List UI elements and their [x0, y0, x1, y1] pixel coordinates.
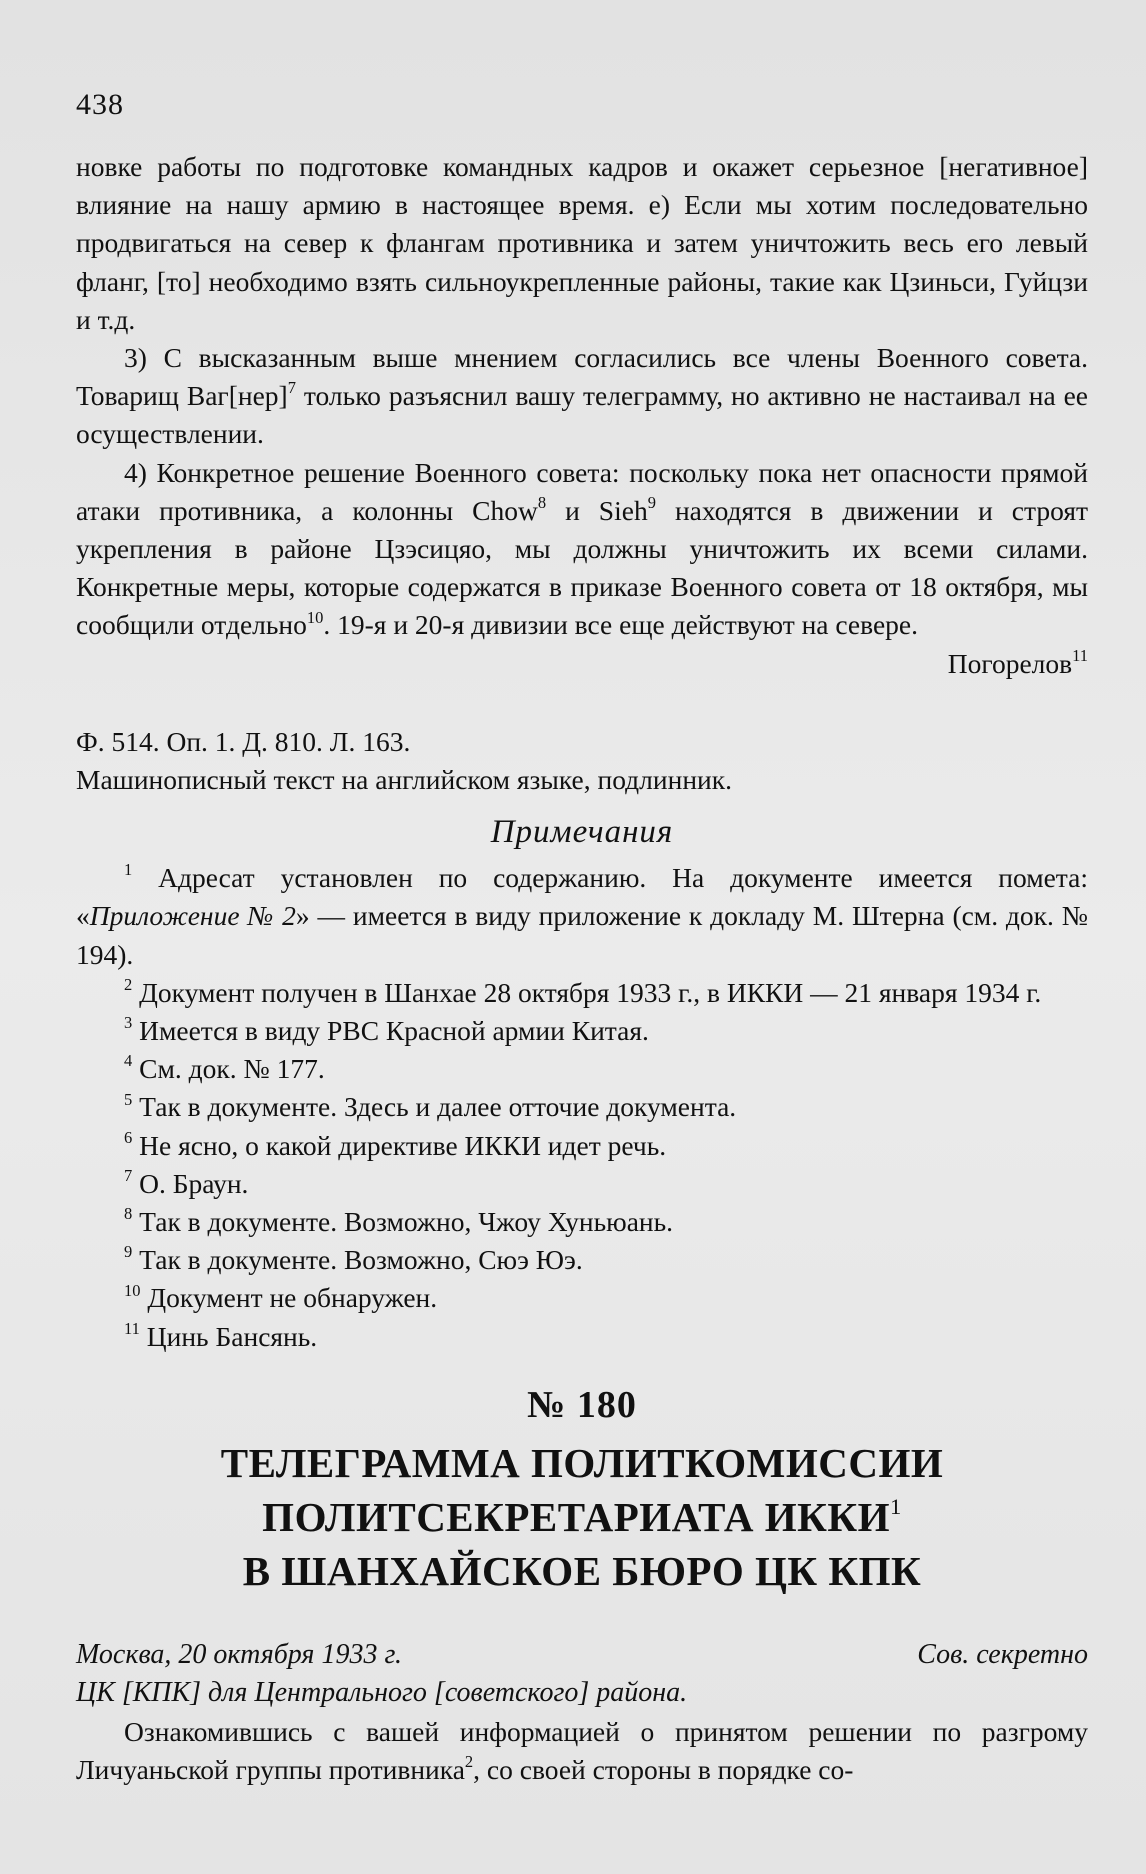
- archive-reference: Ф. 514. Оп. 1. Д. 810. Л. 163.: [76, 725, 411, 757]
- note-3: $^3$ Имеется в виду РВС Красной армии Китая.: [124, 1013, 649, 1047]
- footnote-ref-11: 11: [1072, 645, 1088, 665]
- footnote-ref-7: 7: [287, 378, 296, 398]
- footnote-ref-8: 8: [537, 493, 547, 513]
- paragraph-4: 4) Конкретное решение Военного совета: поскольку пока нет опасности прямой атаки противника, а колонны Chow$^8$ и Sieh$^9$ находятся в движении и строят укрепления в районе Цзэсицяо, мы должны уничтожить их всеми силами. Конкретные меры, которые содержатся в приказе Военного совета от 18 октября, мы сообщили отдельно$^{10}$. 19-я и 20-я дивизии все еще действуют на севере.: [76, 456, 1088, 641]
- note-2: $^2$ Документ получен в Шанхае 28 октября 1933 г., в ИККИ — 21 января 1934 г.: [124, 975, 1042, 1008]
- heading-footnote-ref: 1: [890, 1494, 902, 1520]
- document-meta: [76, 1636, 1088, 1674]
- footnote-ref-2: 2: [464, 1751, 474, 1771]
- place-date: Москва, 20 октября 1933 г.: [76, 1639, 403, 1671]
- note-1: $^1$ Адресат установлен по содержанию. На документе имеется помета: «Приложение № 2» — имеется в виду приложение к докладу М. Штерна (см. док. № 194).: [76, 860, 1089, 970]
- classification: Сов. секретно: [917, 1639, 1088, 1671]
- note-7: $^7$ О. Браун.: [124, 1166, 249, 1199]
- telegram-body: Ознакомившись с вашей информацией о принятом решении по разгрому Личуаньской группы противника$^2$, со своей стороны в порядке со-: [76, 1715, 1088, 1785]
- notes-title: Примечания: [490, 814, 674, 851]
- note-5: $^5$ Так в документе. Здесь и далее отточие документа.: [124, 1089, 737, 1123]
- footnote-ref-9: 9: [647, 493, 656, 513]
- document-heading: [76, 1436, 1088, 1598]
- note-9: $^9$ Так в документе. Возможно, Сюэ Юэ.: [124, 1242, 583, 1276]
- note-4: $^4$ См. док. № 177.: [124, 1051, 325, 1085]
- page-number: 438: [76, 88, 124, 121]
- note-8: $^8$ Так в документе. Возможно, Чжоу Хуньюань.: [124, 1204, 674, 1238]
- paragraph-continued: новке работы по подготовке командных кадров и окажет серьезное [негативное] влияние на нашу армию в настоящее время. е) Если мы хотим последовательно продвигаться на север к флангам противника и затем уничтожить весь его левый фланг, [то] необходимо взять сильноукрепленные районы, такие как Цзиньси, Гуйцзи и т.д.: [76, 151, 1088, 335]
- document-number: № 180: [527, 1383, 637, 1426]
- footnote-ref-10: 10: [306, 607, 324, 627]
- addressee: ЦК [КПК] для Центрального [советского] района.: [76, 1677, 688, 1709]
- note-11: $^{11}$ Цинь Бансянь.: [124, 1318, 318, 1352]
- note-10: $^{10}$ Документ не обнаружен.: [124, 1280, 438, 1314]
- archive-note: Машинописный текст на английском языке, подлинник.: [76, 764, 732, 796]
- signature: Погорелов$^{11}$: [947, 645, 1088, 679]
- note-6: $^6$ Не ясно, о какой директиве ИККИ идет речь.: [124, 1127, 667, 1161]
- paragraph-3: 3) С высказанным выше мнением согласились все члены Военного совета. Товарищ Ваг[нер]$^7$ только разъяснил вашу телеграмму, но активно не настаивал на ее осуществлении.: [76, 342, 1088, 450]
- heading-line-3: В ШАНХАЙСКОЕ БЮРО ЦК КПК: [242, 1548, 922, 1595]
- heading-line-2: ПОЛИТСЕКРЕТАРИАТА ИККИ$^1$: [262, 1494, 902, 1541]
- page-content: [76, 148, 1088, 1789]
- heading-line-1: ТЕЛЕГРАММА ПОЛИТКОМИССИИ: [220, 1440, 944, 1487]
